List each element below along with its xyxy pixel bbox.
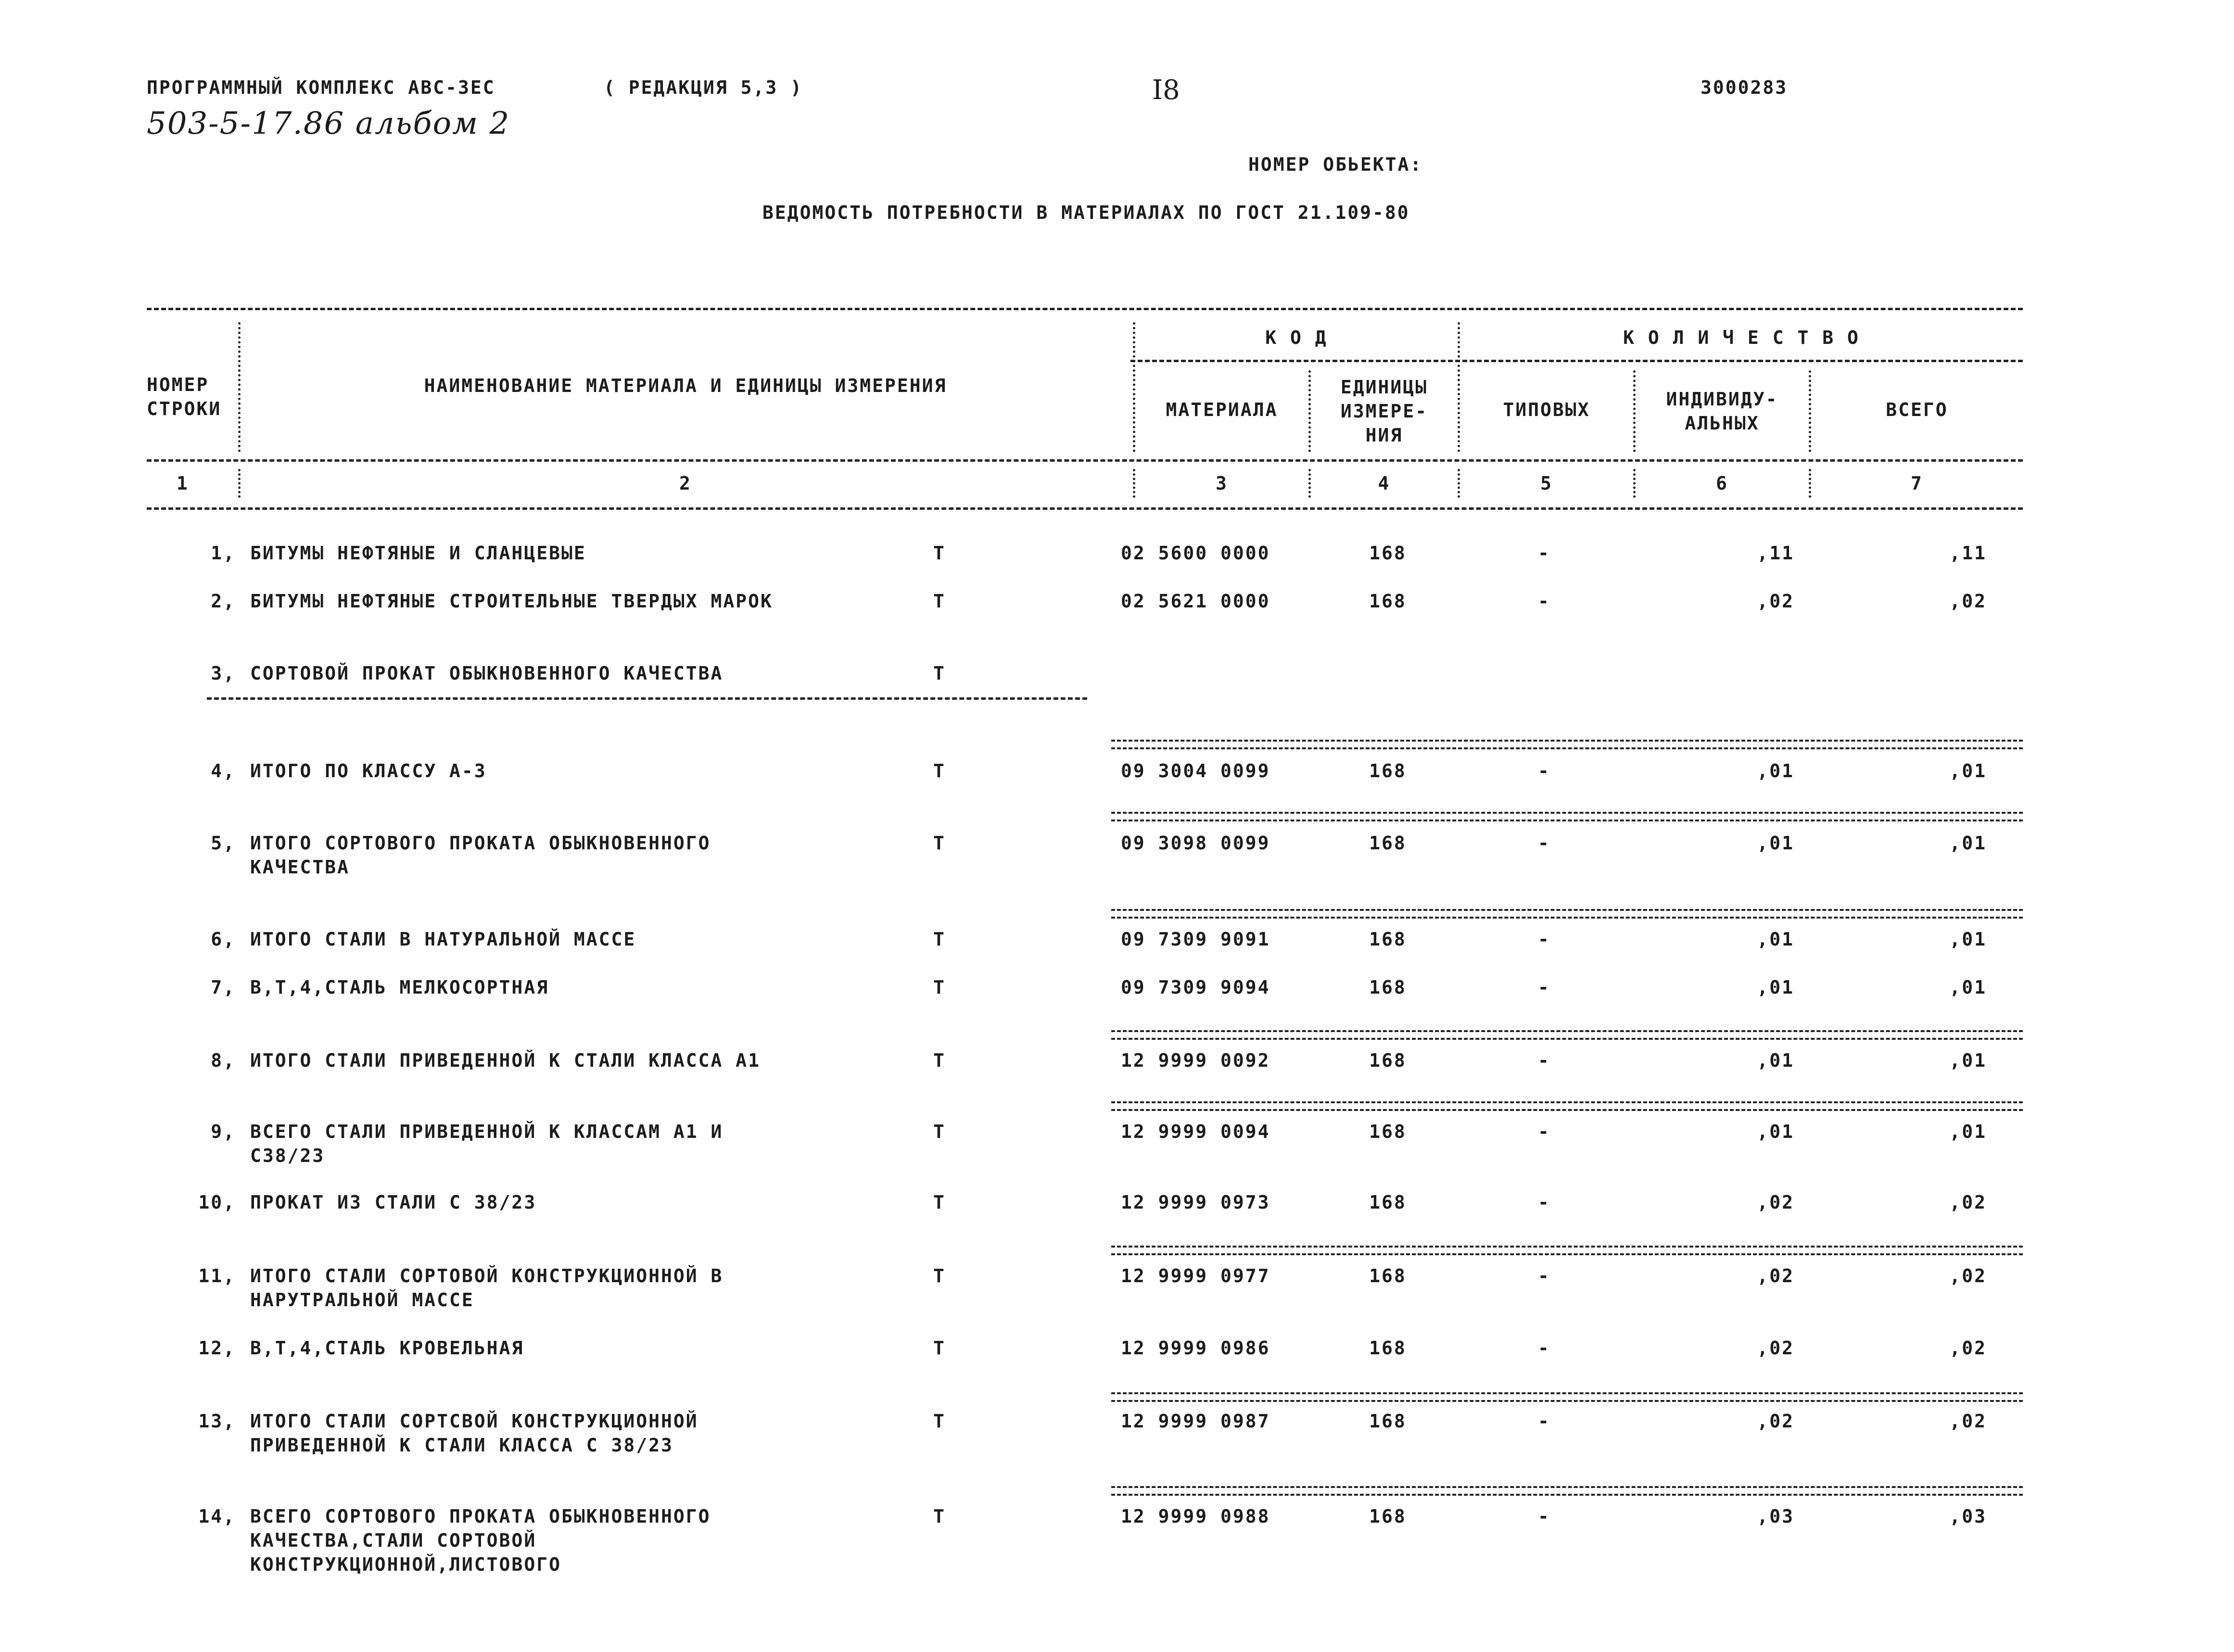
handwritten-reference: 503-5-17.86 альбом 2 [147,106,510,141]
total-qty: ,11 [1949,542,1987,564]
total-qty: ,01 [1949,760,1987,782]
material-name: ВСЕГО СОРТОВОГО ПРОКАТА ОБЫКНОВЕННОГО КАЧЕСТВА,СТАЛИ СОРТОВОЙ КОНСТРУКЦИОННОЙ,ЛИСТОВОГО [250,1506,711,1575]
unit-code: 168 [1369,1337,1407,1359]
col-separator [1458,469,1460,498]
code-subheader-rule [1130,360,2023,362]
typical-qty: - [1538,542,1550,564]
unit-symbol: Т [933,977,946,998]
individual-qty: ,01 [1757,929,1794,950]
col-separator [238,322,241,452]
material-code: 09 7309 9094 [1121,977,1270,998]
row-number: 1, [211,542,236,564]
header-material-code: МАТЕРИАЛА [1166,399,1278,420]
material-code: 12 9999 0987 [1121,1411,1270,1432]
total-qty: ,01 [1949,1121,1987,1142]
header-quantity-group: К О Л И Ч Е С Т В О [1623,327,1860,348]
typical-qty: - [1538,977,1550,998]
header-unit-code: ЕДИНИЦЫ ИЗМЕРЕ- НИЯ [1340,377,1428,446]
unit-symbol: Т [933,1050,946,1071]
total-double-rule [1111,1246,2023,1255]
material-code: 12 9999 0986 [1121,1337,1270,1359]
unit-symbol: Т [933,1192,946,1213]
row-number: 3, [211,663,236,684]
row-number: 7, [211,977,236,998]
typical-qty: - [1538,1506,1550,1527]
individual-qty: ,01 [1757,1121,1794,1142]
unit-code: 168 [1369,832,1407,854]
individual-qty: ,02 [1757,1337,1794,1359]
unit-symbol: Т [933,760,946,782]
individual-qty: ,01 [1757,977,1794,998]
row-number: 5, [211,832,236,854]
material-code: 12 9999 0094 [1121,1121,1270,1142]
typical-qty: - [1538,1121,1550,1142]
unit-code: 168 [1369,1121,1407,1142]
section-underline [207,697,1087,700]
row-number: 11, [198,1265,236,1286]
material-name: ВСЕГО СТАЛИ ПРИВЕДЕННОЙ К КЛАССАМ А1 И С38/23 [250,1121,724,1166]
column-number: 3 [1216,473,1228,494]
total-double-rule [1111,1030,2023,1040]
total-qty: ,02 [1949,591,1987,612]
unit-symbol: Т [933,1265,946,1286]
row-number: 13, [198,1411,236,1432]
material-name: ИТОГО СТАЛИ СОРТСВОЙ КОНСТРУКЦИОННОЙ ПРИВЕДЕННОЙ К СТАЛИ КЛАССА С 38/23 [250,1411,698,1456]
individual-qty: ,01 [1757,1050,1794,1071]
row-number: 6, [211,929,236,950]
column-number: 2 [679,473,692,494]
col-separator [1633,370,1636,452]
column-number: 4 [1378,473,1391,494]
typical-qty: - [1538,1192,1550,1213]
header-total: ВСЕГО [1886,399,1948,420]
total-double-rule [1111,1486,2023,1496]
col-separator [1458,322,1460,452]
material-name: ПРОКАТ ИЗ СТАЛИ С 38/23 [250,1192,537,1213]
individual-qty: ,03 [1757,1506,1794,1527]
column-number: 6 [1716,473,1728,494]
total-qty: ,02 [1949,1192,1987,1213]
unit-symbol: Т [933,542,946,564]
column-number: 5 [1540,473,1553,494]
header-typical: ТИПОВЫХ [1503,399,1590,420]
unit-code: 168 [1369,591,1407,612]
document-code: 3000283 [1701,77,1788,98]
unit-symbol: Т [933,591,946,612]
unit-symbol: Т [933,663,946,684]
individual-qty: ,01 [1757,760,1794,782]
material-code: 09 7309 9091 [1121,929,1270,950]
row-number: 8, [211,1050,236,1071]
page-number: I8 [1152,75,1180,106]
unit-code: 168 [1369,760,1407,782]
typical-qty: - [1538,832,1550,854]
individual-qty: ,01 [1757,832,1794,854]
individual-qty: ,02 [1757,1411,1794,1432]
material-name: БИТУМЫ НЕФТЯНЫЕ СТРОИТЕЛЬНЫЕ ТВЕРДЫХ МАРОК [250,591,773,612]
unit-code: 168 [1369,1506,1407,1527]
row-number: 12, [198,1337,236,1359]
material-code: 02 5621 0000 [1121,591,1270,612]
material-name: ИТОГО ПО КЛАССУ А-3 [250,760,487,782]
total-qty: ,02 [1949,1411,1987,1432]
material-name: В,Т,4,СТАЛЬ МЕЛКОСОРТНАЯ [250,977,549,998]
total-qty: ,01 [1949,832,1987,854]
total-double-rule [1111,1392,2023,1402]
material-code: 12 9999 0977 [1121,1265,1270,1286]
table-top-rule [147,308,2023,310]
unit-symbol: Т [933,1121,946,1142]
header-bottom-rule [147,459,2023,462]
column-number: 1 [177,473,189,494]
material-name: ИТОГО СТАЛИ СОРТОВОЙ КОНСТРУКЦИОННОЙ В НАРУТРАЛЬНОЙ МАССЕ [250,1265,724,1311]
header-material-name: НАИМЕНОВАНИЕ МАТЕРИАЛА И ЕДИНИЦЫ ИЗМЕРЕНИЯ [424,375,947,396]
unit-symbol: Т [933,832,946,854]
typical-qty: - [1538,929,1550,950]
column-numbers-bottom-rule [147,507,2023,510]
row-number: 4, [211,760,236,782]
col-separator [1809,469,1811,498]
object-number-label: НОМЕР ОБЬЕКТА: [1248,154,1423,175]
typical-qty: - [1538,591,1550,612]
header-code-group: К О Д [1265,327,1328,348]
typical-qty: - [1538,760,1550,782]
row-number: 10, [198,1192,236,1213]
typical-qty: - [1538,1050,1550,1071]
total-double-rule [1111,812,2023,821]
typical-qty: - [1538,1265,1550,1286]
col-separator [1133,469,1135,498]
total-qty: ,01 [1949,977,1987,998]
col-separator [1633,469,1636,498]
unit-code: 168 [1369,929,1407,950]
unit-symbol: Т [933,1337,946,1359]
material-code: 02 5600 0000 [1121,542,1270,564]
program-name: ПРОГРАММНЫЙ КОМПЛЕКС АВС-3ЕС [147,77,495,98]
total-double-rule [1111,740,2023,749]
unit-code: 168 [1369,1411,1407,1432]
row-number: 14, [198,1506,236,1527]
total-qty: ,02 [1949,1337,1987,1359]
column-number: 7 [1911,473,1923,494]
unit-symbol: Т [933,1411,946,1432]
typical-qty: - [1538,1411,1550,1432]
header-row-number: НОМЕР СТРОКИ [147,374,222,419]
row-number: 9, [211,1121,236,1142]
total-qty: ,01 [1949,1050,1987,1071]
material-name: ИТОГО СТАЛИ ПРИВЕДЕННОЙ К СТАЛИ КЛАССА А1 [250,1050,761,1071]
col-separator [1308,469,1311,498]
unit-code: 168 [1369,1050,1407,1071]
col-separator [238,469,241,498]
material-name: ИТОГО СОРТОВОГО ПРОКАТА ОБЫКНОВЕННОГО КАЧЕСТВА [250,832,711,878]
total-qty: ,01 [1949,929,1987,950]
total-double-rule [1111,1101,2023,1111]
col-separator [1308,370,1311,452]
total-qty: ,03 [1949,1506,1987,1527]
individual-qty: ,02 [1757,1265,1794,1286]
unit-code: 168 [1369,542,1407,564]
individual-qty: ,02 [1757,591,1794,612]
typical-qty: - [1538,1337,1550,1359]
material-code: 09 3004 0099 [1121,760,1270,782]
unit-symbol: Т [933,1506,946,1527]
unit-code: 168 [1369,977,1407,998]
total-double-rule [1111,909,2023,919]
material-code: 12 9999 0973 [1121,1192,1270,1213]
header-individual: ИНДИВИДУ- АЛЬНЫХ [1666,389,1778,434]
material-name: В,Т,4,СТАЛЬ КРОВЕЛЬНАЯ [250,1337,524,1359]
total-qty: ,02 [1949,1265,1987,1286]
material-code: 12 9999 0988 [1121,1506,1270,1527]
row-number: 2, [211,591,236,612]
individual-qty: ,11 [1757,542,1794,564]
material-code: 09 3098 0099 [1121,832,1270,854]
col-separator [1133,322,1135,452]
material-name: СОРТОВОЙ ПРОКАТ ОБЫКНОВЕННОГО КАЧЕСТВА [250,663,724,684]
material-name: ИТОГО СТАЛИ В НАТУРАЛЬНОЙ МАССЕ [250,929,636,950]
material-name: БИТУМЫ НЕФТЯНЫЕ И СЛАНЦЕВЫЕ [250,542,586,564]
unit-code: 168 [1369,1192,1407,1213]
individual-qty: ,02 [1757,1192,1794,1213]
unit-code: 168 [1369,1265,1407,1286]
col-separator [1809,370,1811,452]
document-title: ВЕДОМОСТЬ ПОТРЕБНОСТИ В МАТЕРИАЛАХ ПО ГОСТ 21.109-80 [762,202,1410,223]
material-code: 12 9999 0092 [1121,1050,1270,1071]
edition-label: ( РЕДАКЦИЯ 5,3 ) [604,77,803,98]
unit-symbol: Т [933,929,946,950]
